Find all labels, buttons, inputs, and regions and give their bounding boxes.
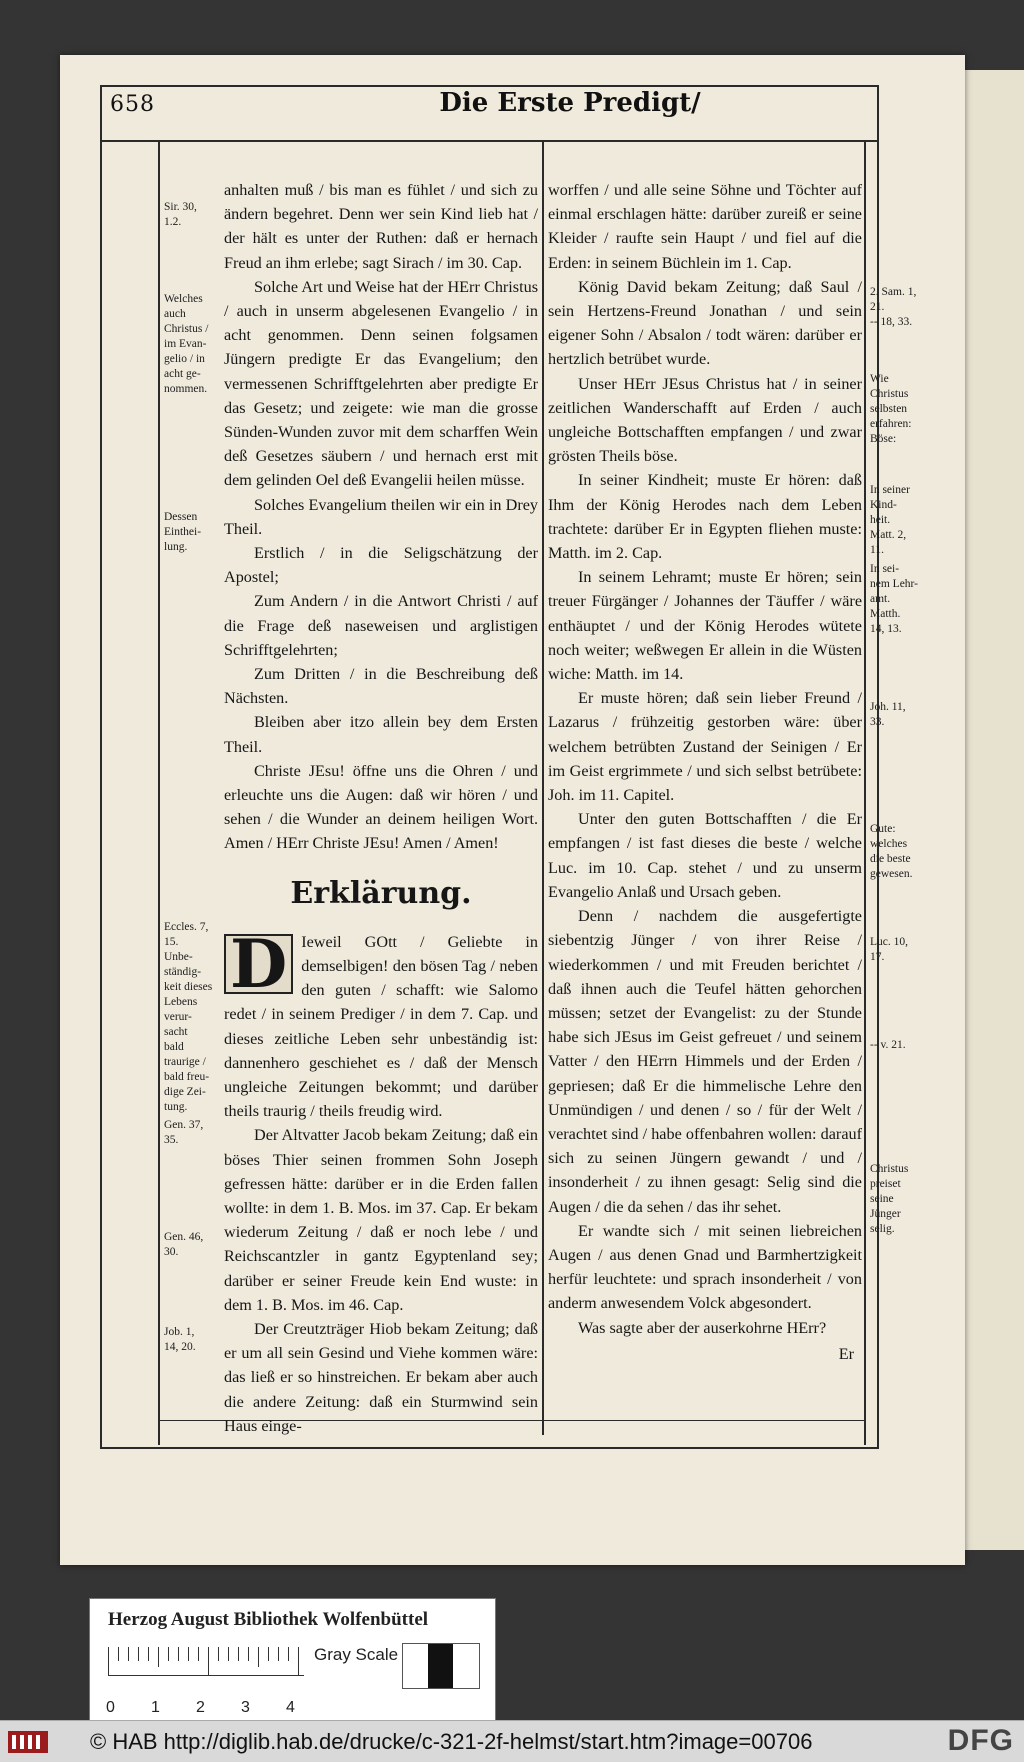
margin-note: Job. 1, 14, 20. [164,1326,196,1353]
paragraph: Zum Dritten / in die Beschreibung deß Nächsten. [224,665,538,708]
citation-link[interactable]: © HAB http://diglib.hab.de/drucke/c-321-2f-helmst/start.htm?image=00706 [90,1729,813,1754]
paragraph: In seinem Lehramt; muste Er hören; sein treuer Fürgänger / Johannes der Täuffer / wäre enthäuptet / und der König Herodes wütete noch weiter; weßwegen Er allein in die Wüsten wiche: Matth. im 14. [548,568,862,684]
paragraph: Solches Evangelium theilen wir ein in Drey Theil. [224,495,538,538]
paragraph: Er wandte sich / mit seinen liebreichen Augen / aus denen Gnad und Barmhertzigkeit herfür leuchtete: und sprach insonderheit / von anderm anwesendem Volck abgesondert. [548,1221,862,1313]
paragraph: König David bekam Zeitung; daß Saul / sein Hertzens-Freund Jonathan / und sein eigener Sohn / Absalon / todt wären: darüber er hertzlich betrübet wurde. [548,277,862,369]
paragraph: Unter den guten Bottschafften / die Er empfangen / ist fast dieses die beste / welche Luc. im 10. Cap. stehet / und zu unserm Evangelio Anlaß und Ursach geben. [548,810,862,901]
margin-note: Eccles. 7, 15. Unbe- ständig- keit dieses Lebens verur- sacht bald traurige / bald freu- dige Zei- tung. [164,921,213,1113]
margin-note: Gen. 37, 35. [164,1119,204,1146]
hab-logo-icon [8,1729,48,1755]
margin-note: 2. Sam. 1, 21. -- 18, 33. [870,286,917,328]
paragraph: Erstlich / in die Seligschätzung der Apostel; [224,544,538,587]
paragraph: anhalten muß / bis man es fühlet / und sich zu ändern begehret. Denn wer sein Kind lieb hat / der hält es unter der Ruthen: daß er hernach Freud an ihm erlebe; sagt Sirach / im 30. Cap. [224,181,538,272]
section-heading: Erklärung. [290,875,472,911]
paragraph: Der Creutzträger Hiob bekam Zeitung; daß er um all sein Gesind und Viehe kommen wäre: das ließ er so hinstreichen. Er bekam aber auch die andere Zeitung: daß ein Sturmwind sein Haus einge- [224,1319,538,1435]
paragraph: Solche Art und Weise hat der HErr Christus / auch in unserm abgelesenen Evangelio / in acht genommen. Denn seinen folgsamen Jüngern predigte Er das Evangelium; den vermessenen Schrifftgelehrten aber predigte Er das Gesetz; und zeigete: wie man die grosse Sünden-Wunden zuvor mit dem scharffen Wein deß Gesetzes säubern / und hernach erst mit dem gelinden Oel deß Evangelii heilen müsse. [224,277,538,490]
column-divider [542,140,544,1435]
left-text-column [224,178,538,1438]
ruler-scale [108,1647,304,1675]
right-margin-rule [864,140,866,1445]
paragraph: Bleiben aber itzo allein bey dem Ersten Theil. [224,713,538,756]
margin-note: Joh. 11, 33. [870,701,906,728]
paragraph: Unser HErr JEsus Christus hat / in seiner zeitlichen Wanderschafft auf Erden / auch ungleiche Bottschafften empfangen / und zwar grösten Theils böse. [548,374,862,466]
paragraph: Denn / nachdem die ausgefertigte siebentzig Jünger / von ihrer Reise / wiederkommen / und mit Freuden berichtet / daß ihnen auch die Teufel hätten gehorchen müssen; setzet der Evangelist: zu der Stunde habe sich JEsus im Geist gefreuet / und seinem Vatter / den HErrn Himmels und der Erden / gepriesen; daß Er die himmelische Lehre den Unmündigen / und denen / so / für der Welt / verachtet sind / habe offenbahren wollen: darauf sich zu seinen Jüngern gewandt / und / insonderheit / zu ihnen gesagt: Selig sind die Augen / die da sehen / das ihr sehet. [548,907,862,1216]
library-name: Herzog August Bibliothek Wolfenbüttel [108,1609,429,1630]
catchword: Er [838,1344,854,1363]
gray-scale-patches [402,1643,480,1689]
header-rule [100,140,877,142]
paragraph: Was sagte aber der auserkohrne HErr? [578,1318,827,1337]
adjacent-page-edge [965,70,1024,1550]
right-text-column [548,178,862,1366]
drop-capital: D [224,934,293,994]
margin-note: Welches auch Christus / im Evan- gelio / in acht ge- nommen. [164,293,209,395]
footer-bar [0,1720,1024,1762]
margin-note: In sei- nem Lehr- amt. Matth. 14, 13. [870,563,918,635]
margin-note: -- v. 21. [870,1039,906,1051]
margin-note: In seiner Kind- heit. Matt. 2, 11. [870,484,910,556]
paragraph: In seiner Kindheit; muste Er hören: daß Ihm der König Herodes nach dem Leben trachtete: darüber Er in Egypten fliehen muste: Matth. im 2. Cap. [548,471,862,563]
running-title: Die Erste Predigt/ [439,88,701,118]
margin-note: Gute: welches die beste gewesen. [870,823,913,880]
left-margin-rule [158,140,160,1445]
paragraph: Er muste hören; daß sein lieber Freund / Lazarus / frühzeitig gestorben wäre: über welchem betrübten Zustand der Seinigen / Er im Geist ergrimmete / und sich selbst betrübete: Joh. im 11. Capitel. [548,689,862,805]
paragraph: Christe JEsu! öffne uns die Ohren / und erleuchte uns die Augen: daß wir hören / und sehen / die Wunder an deinem heiligen Wort. Amen / HErr Christe JEsu! Amen / Amen! [224,761,538,853]
paragraph: Ieweil GOtt / Geliebte in demselbigen! den bösen Tag / neben den guten / schafft: wie Salomo redet / in seinem Prediger / in dem 7. Cap. und dieses zeitliche Leben sehr unbeständig ist: dannenhero geschiehet es / daß der Mensch ungleiche Zeitungen bekommt; und darüber theils traurig / theils freudig wird. [224,932,538,1121]
margin-note: Gen. 46, 30. [164,1231,204,1258]
margin-note: Dessen Einthei- lung. [164,511,202,553]
paragraph: worffen / und alle seine Söhne und Töchter auf einmal erschlagen hätte: darüber zureiß er seine Kleider / raufte sein Haupt / und fiel auf die Erden: in seinem Büchlein im 1. Cap. [548,181,862,272]
dfg-logo: DFG [947,1724,1014,1757]
paragraph: Der Altvatter Jacob bekam Zeitung; daß ein böses Thier seinen frommen Sohn Joseph gefressen hätte: darüber er in die Erden fallen wollte: in dem 1. B. Mos. im 37. Cap. Er bekam wiederum Zeitung / daß er noch lebe / und Reichscantzler in gantz Egyptenland sey; darüber er seiner Freude kein End wuste: in dem 1. B. Mos. im 46. Cap. [224,1126,538,1314]
margin-note: Sir. 30, 1.2. [164,201,197,228]
color-calibration-strip: Herzog August Bibliothek Wolfenbüttel 0 1 2 3 4 Gray Scale [89,1598,496,1755]
margin-note: Luc. 10, 17. [870,936,909,963]
margin-note: Wie Christus selbsten erfahren: Böse: [870,373,912,445]
page-number: 658 [110,92,155,117]
paragraph: Zum Andern / in die Antwort Christi / auf die Frage deß naseweisen und arglistigen Schrifftgelehrten; [224,592,538,659]
gray-scale-label: Gray Scale [314,1645,399,1664]
margin-note: Christus preiset seine Jünger selig. [870,1163,909,1235]
